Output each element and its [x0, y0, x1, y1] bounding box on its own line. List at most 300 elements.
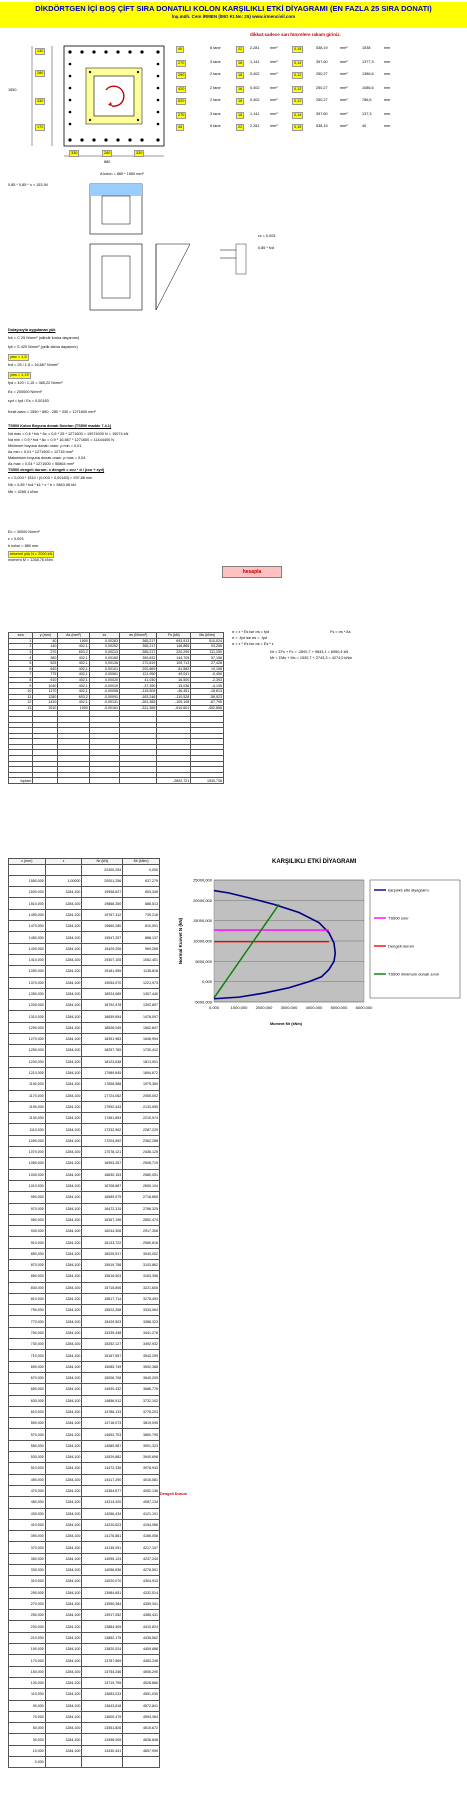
rebar-diameter[interactable]: 16	[238, 87, 243, 91]
inter-cell	[82, 1757, 123, 1768]
rebar-distance[interactable]: 420	[178, 87, 185, 91]
calc-line[interactable]: eksenel yük N = 2000 kN	[10, 552, 53, 556]
inter-cell: 2055,002	[123, 1090, 160, 1101]
legend-label: TS500 minimum donatı sınırı	[388, 971, 440, 977]
inter-cell: 13852,175	[82, 1632, 123, 1643]
inter-cell: 18792,478	[82, 1000, 123, 1011]
steel-cell: 380	[33, 655, 58, 661]
rebar-y: 1538	[362, 46, 371, 50]
material-line[interactable]: γms = 1,15	[10, 373, 29, 377]
inter-cell: 1230,000	[9, 1056, 46, 1067]
hesapla-button[interactable]: hesapla	[222, 566, 282, 578]
rebar-ratio[interactable]: 0,12	[294, 73, 302, 77]
steel-cell: 121,950	[120, 672, 157, 678]
x-tick-label: 1000,000	[230, 1005, 248, 1010]
inter-cell: 1150,000	[9, 1101, 46, 1112]
inter-cell: 14095,124	[82, 1553, 123, 1564]
inter-cell: 2852,474	[123, 1214, 160, 1225]
inter-cell: 1284,100	[45, 1259, 82, 1270]
limit-line: Nd max = 0,6 * fck * Ac = 0,6 * 25 * 1271600 = 19074000 N = 19074 kN	[8, 432, 129, 436]
column-section-drawing	[2, 42, 182, 162]
table-row	[9, 1621, 160, 1632]
steel-cell: 365,217	[120, 649, 157, 655]
steel-cell: 1170	[33, 688, 58, 694]
rebar-diameter[interactable]: 16	[238, 73, 243, 77]
rebar-area: 0,402	[250, 98, 260, 102]
header-banner	[0, 2, 467, 28]
inter-cell: 13551,826	[82, 1723, 123, 1734]
y-tick-label: 5000,000	[195, 958, 212, 964]
inter-cell: 19868,350	[82, 898, 123, 909]
inter-cell: 830,000	[9, 1282, 46, 1293]
inter-cell	[9, 864, 46, 875]
rebar-area: 0,402	[250, 86, 260, 90]
table-row	[9, 1745, 160, 1756]
inter-cell: 3278,493	[123, 1293, 160, 1304]
stress-rule: σ = -fyd ise σs = -fyd	[232, 636, 267, 640]
inter-cell: 3776,203	[123, 1406, 160, 1417]
rebar-distance[interactable]: 40	[178, 125, 183, 129]
steel-cell: 603,2	[58, 694, 89, 700]
steel-cell: 5	[9, 660, 33, 666]
rebar-ratio[interactable]: 0,15	[294, 47, 302, 51]
inter-cell: 50,000	[9, 1723, 46, 1734]
inter-cell: 3334,064	[123, 1305, 160, 1316]
rebar-diameter[interactable]: 16	[238, 113, 243, 117]
inter-cell: 1284,100	[45, 1192, 82, 1203]
rebar-unit: mm²	[270, 112, 278, 116]
inter-cell: 1284,100	[45, 1361, 82, 1372]
inter-cell: 1284,100	[45, 1711, 82, 1722]
table-row	[9, 1734, 160, 1745]
steel-header: εs	[89, 633, 119, 639]
rebar-diameter[interactable]: 22	[238, 125, 243, 129]
inter-cell: 14056,836	[82, 1565, 123, 1576]
materials-heading: Dolayısıyla uygulanan yük	[8, 328, 56, 332]
inter-cell: 550,000	[9, 1440, 46, 1451]
dim-left-2[interactable]: 280	[37, 71, 44, 75]
inter-cell: 4247,244	[123, 1553, 160, 1564]
inter-cell: 4528,866	[123, 1677, 160, 1688]
inter-cell: 17078,121	[82, 1147, 123, 1158]
table-row	[9, 1565, 160, 1576]
total-width: 880	[104, 160, 111, 164]
inter-cell: 1284,100	[45, 1565, 82, 1576]
inter-cell: 2508,719	[123, 1158, 160, 1169]
inter-cell: 1284,100	[45, 1305, 82, 1316]
limits-heading: TS500 Kolon Boyuna donatı Sınırları (TS500 madde 7.4.1)	[8, 424, 112, 428]
inter-cell: 2133,555	[123, 1101, 160, 1112]
inter-cell: 3819,095	[123, 1418, 160, 1429]
table-row	[9, 1587, 160, 1598]
rebar-y: 137,3	[362, 112, 372, 116]
inter-cell: 950,000	[9, 1214, 46, 1225]
inter-cell: 530,000	[9, 1452, 46, 1463]
total-cell: 1530,736	[191, 778, 224, 784]
inter-cell: 510,000	[9, 1463, 46, 1474]
rebar-diameter[interactable]: 16	[238, 99, 243, 103]
inter-cell: 350,000	[9, 1553, 46, 1564]
inter-cell: 1284,100	[45, 1034, 82, 1045]
inter-cell: 90,000	[9, 1700, 46, 1711]
dim-left-3[interactable]: 330	[37, 99, 44, 103]
limit-line: Nd min = 0,9 * fcd * Ac = 0,9 * 16,667 * 1271600 = 11444400 N	[8, 438, 115, 442]
balance-label: Dengeli Durum	[160, 1492, 188, 1496]
rebar-y: 1386,6	[362, 72, 374, 76]
area-label: A kolon = 880 * 1550 mm²	[100, 172, 144, 176]
inter-cell: 4052,136	[123, 1485, 160, 1496]
total-cell	[33, 778, 58, 784]
rebar-area: 1,141	[250, 112, 260, 116]
inter-cell: 1284,100	[45, 1406, 82, 1417]
inter-cell: 1010,000	[9, 1180, 46, 1191]
steel-cell: 402,1	[58, 672, 89, 678]
steel-cell: 144,705	[157, 655, 191, 661]
x-tick-label: 5000,000	[330, 1005, 348, 1010]
inter-cell: 13496,005	[82, 1734, 123, 1745]
y-tick-label: 25000,000	[193, 877, 212, 883]
rebar-area: 2,281	[250, 124, 260, 128]
inter-cell: 14856,912	[82, 1395, 123, 1406]
inter-cell: 13430,441	[82, 1745, 123, 1756]
inter-cell: 4154,066	[123, 1519, 160, 1530]
inter-cell: 18391,983	[82, 1034, 123, 1045]
rebar-ratio[interactable]: 0,12	[294, 87, 302, 91]
inter-cell: 2650,104	[123, 1180, 160, 1191]
rebar-area: 0,402	[250, 72, 260, 76]
inter-cell: 1284,100	[45, 909, 82, 920]
limit-line: As min = 0,01 * 1271600 = 12716 mm²	[8, 450, 74, 454]
inter-cell: 4332,514	[123, 1587, 160, 1598]
inter-cell: 4410,824	[123, 1621, 160, 1632]
limit-line: Maksimum boyuna donatı oranı: ρ max = 0,04	[8, 456, 86, 460]
rebar-diameter[interactable]: 22	[238, 47, 243, 51]
inter-cell: 1284,100	[45, 921, 82, 932]
table-row	[9, 1757, 160, 1768]
steel-cell: 603,2	[58, 649, 89, 655]
inter-cell: 15617,714	[82, 1293, 123, 1304]
inter-cell: 3543,299	[123, 1350, 160, 1361]
inter-cell: 1284,100	[45, 1226, 82, 1237]
table-row	[9, 1056, 160, 1067]
inter-cell: 14786,133	[82, 1406, 123, 1417]
inter-cell: 310,000	[9, 1576, 46, 1587]
table-row	[9, 1079, 160, 1090]
table-row	[9, 1180, 160, 1191]
inter-cell: 739,218	[123, 909, 160, 920]
steel-cell: 49,041	[157, 672, 191, 678]
inter-cell: 290,000	[9, 1587, 46, 1598]
table-row	[9, 1700, 160, 1711]
inter-cell: 14930,432	[82, 1384, 123, 1395]
table-row	[9, 1316, 160, 1327]
inter-header: Mr (kNm)	[123, 859, 160, 865]
inter-cell	[45, 1757, 82, 1768]
material-line: εyd = fyd / Es = 0,00183	[8, 399, 49, 403]
y-axis-label: Normal Kuvvet N (kN)	[178, 917, 183, 965]
table-row	[9, 1214, 160, 1225]
steel-cell: -37,390	[120, 683, 157, 689]
inter-cell: 1284,100	[45, 1689, 82, 1700]
steel-cell: -0,00091	[89, 694, 119, 700]
x-tick-label: 2000,000	[255, 1005, 273, 1010]
inter-cell: 10,000	[9, 1745, 46, 1756]
table-row	[9, 1090, 160, 1101]
inter-cell: 19547,257	[82, 932, 123, 943]
legend-label: Dengeli durum	[388, 943, 415, 949]
inter-cell: 1050,000	[9, 1158, 46, 1169]
x-tick-label: 4000,000	[305, 1005, 323, 1010]
inter-cell: 2210,974	[123, 1113, 160, 1124]
interaction-chart	[174, 870, 464, 1020]
table-row	[9, 1723, 160, 1734]
inter-cell: 1284,100	[45, 1056, 82, 1067]
inter-cell: 1284,100	[45, 1734, 82, 1745]
steel-cell: 0,00252	[89, 644, 119, 650]
inter-cell: 13884,409	[82, 1621, 123, 1632]
inter-cell: 1210,000	[9, 1067, 46, 1078]
inter-cell: 19181,955	[82, 966, 123, 977]
rebar-unit: mm²	[270, 72, 278, 76]
inter-cell: 1370,000	[9, 977, 46, 988]
inter-cell: 1170,000	[9, 1090, 46, 1101]
inter-cell: 1410,000	[9, 954, 46, 965]
inter-cell: 3732,102	[123, 1395, 160, 1406]
table-row	[9, 1045, 160, 1056]
inter-cell: 19767,312	[82, 909, 123, 920]
inter-cell	[123, 1757, 160, 1768]
steel-cell: 40	[33, 638, 58, 644]
inter-cell: 1284,100	[45, 1022, 82, 1033]
steel-cell: 1900	[58, 705, 89, 711]
steel-cell: -0,490	[191, 672, 224, 678]
inter-cell: 4087,134	[123, 1497, 160, 1508]
table-row	[9, 988, 160, 999]
steel-cell: 27,428	[191, 660, 224, 666]
inter-cell: 0,000	[9, 1757, 46, 1768]
rebar-unit2: mm²	[340, 72, 348, 76]
steel-cell: -0,00019	[89, 683, 119, 689]
table-row	[9, 1395, 160, 1406]
steel-cell: 41,030	[120, 677, 157, 683]
inter-cell: 70,000	[9, 1711, 46, 1722]
dim-left-1[interactable]: 130	[37, 49, 44, 53]
inter-cell: 1284,100	[45, 1508, 82, 1519]
table-row	[9, 1101, 160, 1112]
table-row	[9, 1711, 160, 1722]
inter-cell: 1284,100	[45, 1101, 82, 1112]
steel-cell: 4	[9, 655, 33, 661]
rebar-ratio[interactable]: 0,15	[294, 125, 302, 129]
inter-cell: 16025,517	[82, 1248, 123, 1259]
total-cell	[89, 778, 119, 784]
inter-cell: 4636,848	[123, 1734, 160, 1745]
steel-cell: 12	[9, 700, 33, 706]
rebar-ratio[interactable]: 0,14	[294, 113, 302, 117]
inter-cell: 110,000	[9, 1689, 46, 1700]
table-row	[9, 1305, 160, 1316]
legend-box	[370, 880, 460, 998]
rebar-unit: mm²	[270, 46, 278, 50]
inter-cell: 16472,315	[82, 1203, 123, 1214]
table-row	[9, 1113, 160, 1124]
inter-cell: 4304,913	[123, 1576, 160, 1587]
inter-cell: 2287,229	[123, 1124, 160, 1135]
inter-cell: 1284,100	[45, 1677, 82, 1688]
inter-cell: 18123,638	[82, 1056, 123, 1067]
steel-cell: -452,858	[191, 705, 224, 711]
steel-cell: 640	[33, 666, 58, 672]
material-line: fck = C 25 N/mm² (silindir kırma dayanımı)	[8, 336, 80, 340]
inter-cell: 2436,125	[123, 1147, 160, 1158]
inter-cell: 4506,290	[123, 1666, 160, 1677]
rebar-diameter[interactable]: 16	[238, 61, 243, 65]
table-row	[9, 1022, 160, 1033]
inter-cell: 630,000	[9, 1395, 46, 1406]
rebar-unit3: mm	[384, 98, 391, 102]
inter-cell: 3492,932	[123, 1339, 160, 1350]
balance-line: Mb = 4265,1 kNm	[8, 490, 39, 494]
inter-cell: 930,000	[9, 1226, 46, 1237]
inter-cell: 1136,818	[123, 966, 160, 977]
table-row	[9, 1124, 160, 1135]
inter-cell: 1284,100	[45, 1429, 82, 1440]
table-row	[9, 1485, 160, 1496]
inter-cell: 15339,448	[82, 1327, 123, 1338]
total-cell	[120, 778, 157, 784]
chart-title: KARŞILIKLI ETKİ DİYAGRAMI	[272, 859, 357, 865]
inter-cell: 1284,100	[45, 1463, 82, 1474]
sum-line: Mr = ΣMs + Mc = 1530,7 + 2743,3 = 4274,0 kNm	[270, 656, 353, 660]
inter-cell: 14266,434	[82, 1508, 123, 1519]
table-row	[9, 1406, 160, 1417]
material-line[interactable]: γmc = 1,5	[10, 355, 27, 359]
inter-cell: 1110,000	[9, 1124, 46, 1135]
rebar-unit3: mm	[384, 112, 391, 116]
table-row	[9, 1474, 160, 1485]
stress-rule: σ = ε * Es ise σs = Es * ε	[232, 642, 274, 646]
inter-cell: 13787,569	[82, 1655, 123, 1666]
inter-cell: 1284,100	[45, 988, 82, 999]
rebar-ratio[interactable]: 0,12	[294, 99, 302, 103]
inter-cell: 1270,000	[9, 1034, 46, 1045]
dim-bottom-1[interactable]: 330	[71, 151, 78, 155]
table-row	[9, 1293, 160, 1304]
table-row	[9, 1067, 160, 1078]
inter-cell: 3043,002	[123, 1248, 160, 1259]
inter-cell: 890,000	[9, 1248, 46, 1259]
dim-bottom-2[interactable]: 280	[104, 151, 111, 155]
rebar-y: 1377,3	[362, 60, 374, 64]
inter-cell: 16708,887	[82, 1180, 123, 1191]
rebar-ratio[interactable]: 0,14	[294, 61, 302, 65]
steel-cell: -261,365	[120, 700, 157, 706]
inter-header: ε	[45, 859, 82, 865]
table-row	[9, 1339, 160, 1350]
inter-cell: 3221,605	[123, 1282, 160, 1293]
table-row	[9, 1598, 160, 1609]
inter-cell: 1310,000	[9, 1011, 46, 1022]
steel-cell: 775	[33, 672, 58, 678]
inter-cell: 13643,818	[82, 1700, 123, 1711]
inter-cell: 13683,233	[82, 1689, 123, 1700]
dim-left-4[interactable]: 170	[37, 125, 44, 129]
rebar-unit3: mm	[384, 72, 391, 76]
limit-line: Minimum boyuna donatı oranı: ρ min = 0,01	[8, 444, 82, 448]
inter-cell: 3388,323	[123, 1316, 160, 1327]
inter-cell: 1284,100	[45, 1293, 82, 1304]
table-row	[9, 1677, 160, 1688]
x-tick-label: 3000,000	[280, 1005, 298, 1010]
inter-cell: 1284,100	[45, 1395, 82, 1406]
rebar-distance[interactable]: 40	[178, 47, 183, 51]
steel-cell: -0,00131	[89, 700, 119, 706]
table-row	[9, 1135, 160, 1146]
inter-cell: 17856,588	[82, 1079, 123, 1090]
rebar-distance[interactable]: 270	[178, 61, 185, 65]
steel-cell: 402,1	[58, 660, 89, 666]
rebar-distance[interactable]: 270	[178, 113, 185, 117]
inter-cell: 18257,765	[82, 1045, 123, 1056]
inter-cell: 1284,100	[45, 943, 82, 954]
inter-cell: 1894,672	[123, 1067, 160, 1078]
inter-header: x (mm)	[9, 859, 46, 865]
rebar-unit2: mm²	[340, 60, 348, 64]
inter-cell: 1284,100	[45, 1372, 82, 1383]
table-row	[9, 1553, 160, 1564]
inter-cell: 1284,100	[45, 1147, 82, 1158]
inter-cell: 1550,000	[9, 875, 46, 886]
inter-cell: 370,000	[9, 1542, 46, 1553]
inter-cell: 16830,153	[82, 1169, 123, 1180]
steel-cell: 57,158	[191, 655, 224, 661]
inter-cell: 170,000	[9, 1655, 46, 1666]
inter-cell: 1284,100	[45, 1316, 82, 1327]
inter-cell: 1350,000	[9, 988, 46, 999]
steel-cell: 1900	[58, 638, 89, 644]
table-row	[9, 966, 160, 977]
rebar-unit2: mm²	[340, 98, 348, 102]
rebar-area: 2,281	[250, 46, 260, 50]
inter-cell: 14020,070	[82, 1576, 123, 1587]
calc-line: ε = 0,003	[8, 537, 24, 541]
rebar-distance[interactable]: 290	[178, 73, 185, 77]
inter-cell: 1284,100	[45, 1045, 82, 1056]
rebar-distance[interactable]: 520	[178, 99, 185, 103]
inter-cell: 1284,100	[45, 1169, 82, 1180]
steel-cell: -18,813	[191, 688, 224, 694]
inter-cell: 4435,562	[123, 1632, 160, 1643]
interaction-table	[8, 858, 160, 1768]
inter-cell: 2786,325	[123, 1203, 160, 1214]
rebar-unit3: mm	[384, 124, 391, 128]
total-cell	[58, 778, 89, 784]
inter-cell: 30,000	[9, 1734, 46, 1745]
x-tick-label: 0,000	[208, 1005, 220, 1010]
rebar-unit2: mm²	[340, 124, 348, 128]
dim-bottom-3[interactable]: 330	[136, 151, 143, 155]
inter-cell: 3901,323	[123, 1440, 160, 1451]
inter-cell: 14718,073	[82, 1418, 123, 1429]
steel-header: σs (N/mm²)	[120, 633, 157, 639]
material-line: fyk = S 420 N/mm² (çelik akma dayanımı)	[8, 345, 78, 349]
inter-cell: 16244,306	[82, 1226, 123, 1237]
inter-cell: 4657,990	[123, 1745, 160, 1756]
inter-cell: 19660,280	[82, 921, 123, 932]
steel-cell: -0,00058	[89, 688, 119, 694]
steel-cell: 1040	[33, 683, 58, 689]
inter-cell: 1284,100	[45, 1384, 82, 1395]
